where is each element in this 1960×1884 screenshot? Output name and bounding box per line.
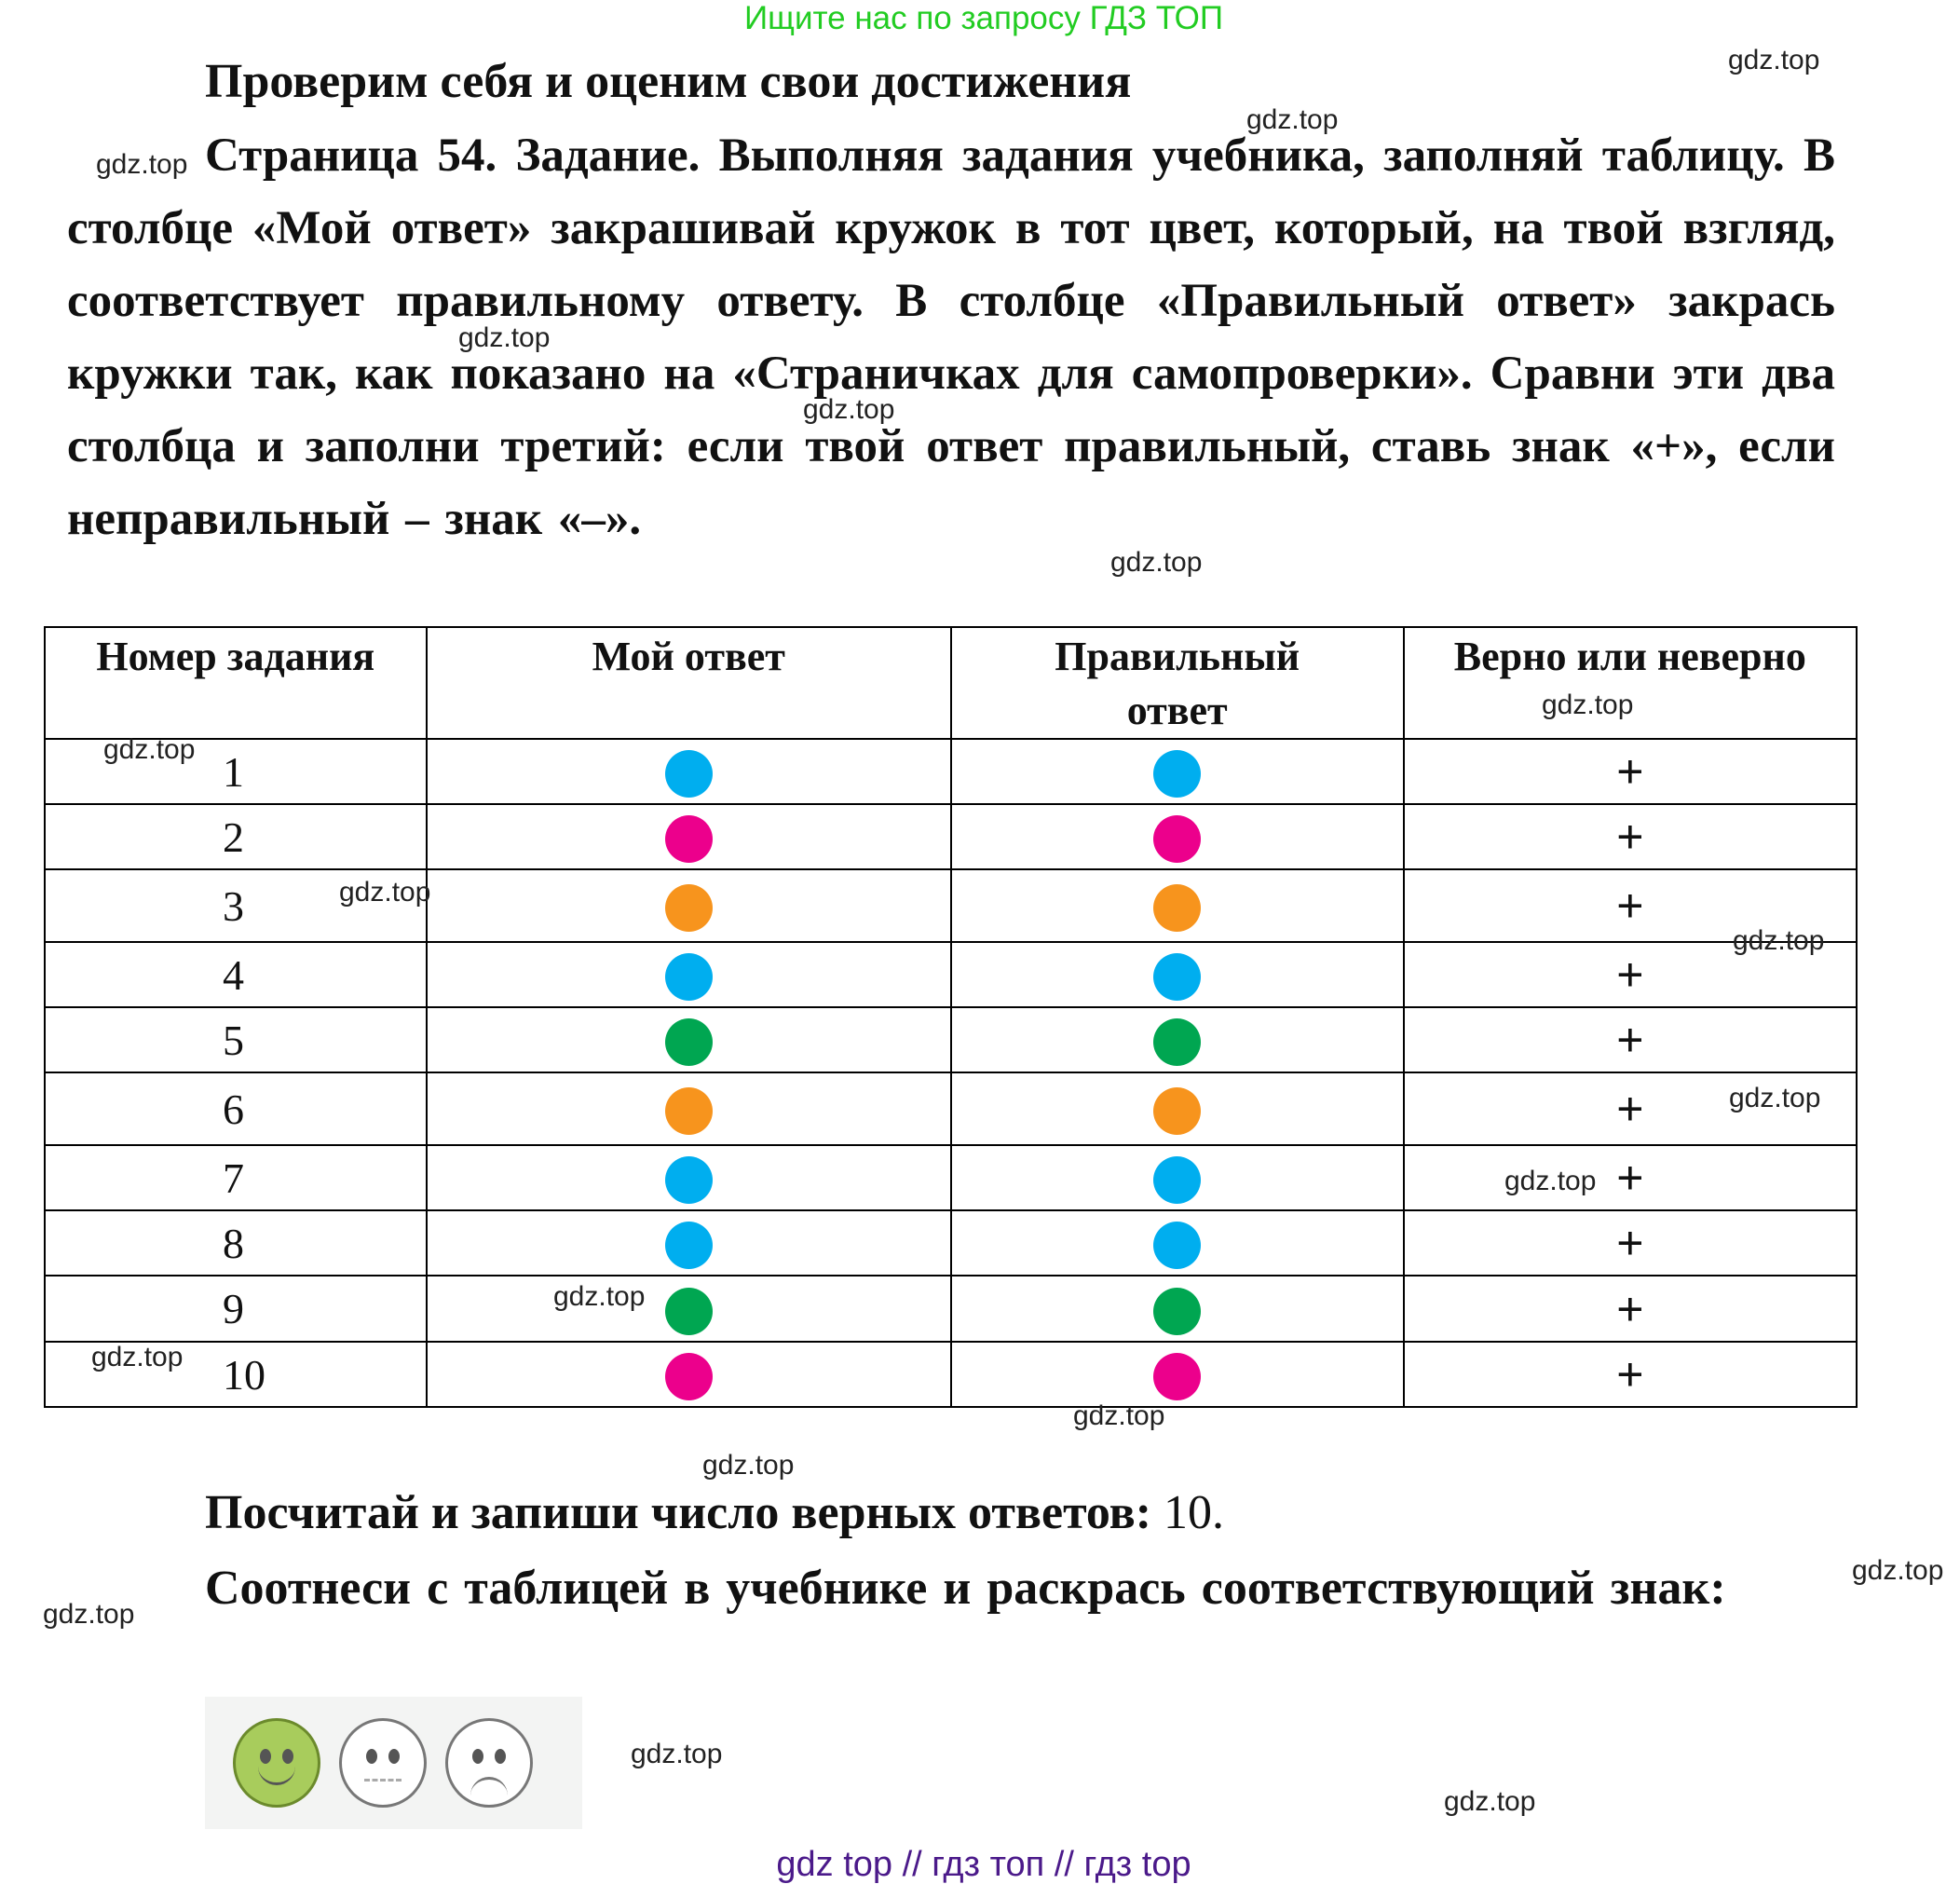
- correct-answer-circle[interactable]: [1153, 750, 1201, 798]
- correct-answer-circle[interactable]: [1153, 815, 1201, 863]
- table-row: [45, 942, 1857, 1007]
- correct-answer-circle[interactable]: [1153, 1222, 1201, 1269]
- correct-answer-circle[interactable]: [1153, 1018, 1201, 1066]
- correct-answer-cell: [951, 1210, 1404, 1276]
- my-answer-cell: [427, 869, 951, 942]
- my-answer-cell: [427, 1072, 951, 1145]
- watermark: gdz.top: [553, 1281, 646, 1312]
- task-number: 1: [45, 739, 427, 804]
- correct-answer-circle[interactable]: [1153, 953, 1201, 1001]
- correct-answer-cell: [951, 1007, 1404, 1072]
- task-number: 3: [45, 869, 427, 942]
- my-answer-cell: [427, 1007, 951, 1072]
- correct-count: [205, 1483, 1224, 1543]
- header-task-number: Номер задания: [45, 627, 427, 739]
- my-answer-cell: [427, 1210, 951, 1276]
- table-row: [45, 804, 1857, 869]
- self-assessment-faces: [205, 1697, 582, 1829]
- header-correct-answer: Правильный ответ: [951, 627, 1404, 739]
- task-number: 9: [45, 1276, 427, 1342]
- task-number: 2: [45, 804, 427, 869]
- my-answer-circle[interactable]: [665, 953, 713, 1001]
- watermark: gdz.top: [1733, 925, 1825, 956]
- sad-face-icon[interactable]: [445, 1718, 533, 1808]
- my-answer-circle[interactable]: [665, 884, 713, 932]
- happy-face-icon[interactable]: [233, 1718, 320, 1808]
- page-title: Проверим себя и оценим свои достижения: [205, 55, 1132, 108]
- result-mark: +: [1404, 1210, 1857, 1276]
- task-number: 8: [45, 1210, 427, 1276]
- correct-answer-circle[interactable]: [1153, 884, 1201, 932]
- watermark: gdz.top: [702, 1450, 795, 1481]
- answers-table: [44, 626, 1858, 1408]
- my-answer-cell: [427, 1342, 951, 1407]
- watermark: gdz.top: [1110, 547, 1203, 578]
- watermark: gdz.top: [43, 1599, 135, 1630]
- table-row: [45, 739, 1857, 804]
- result-mark: +: [1404, 1276, 1857, 1342]
- result-mark: +: [1404, 1145, 1857, 1210]
- correct-answer-cell: [951, 942, 1404, 1007]
- correct-answer-circle[interactable]: [1153, 1288, 1201, 1335]
- task-number: 5: [45, 1007, 427, 1072]
- my-answer-circle[interactable]: [665, 1018, 713, 1066]
- table-row: [45, 1007, 1857, 1072]
- watermark: gdz.top: [1504, 1166, 1597, 1196]
- correct-answer-circle[interactable]: [1153, 1087, 1201, 1135]
- watermark: gdz.top: [91, 1342, 184, 1372]
- header-right-wrong: Верно или неверно: [1404, 627, 1857, 739]
- table-row: [45, 1210, 1857, 1276]
- correct-answer-circle[interactable]: [1153, 1353, 1201, 1400]
- correct-answer-cell: [951, 739, 1404, 804]
- my-answer-circle[interactable]: [665, 750, 713, 798]
- correct-count-value: 10.: [1164, 1486, 1225, 1539]
- correct-answer-cell: [951, 869, 1404, 942]
- neutral-face-icon[interactable]: [339, 1718, 427, 1808]
- task-number: 10: [45, 1342, 427, 1407]
- search-banner: Ищите нас по запросу ГДЗ ТОП: [744, 0, 1223, 36]
- table-row: [45, 869, 1857, 942]
- my-answer-circle[interactable]: [665, 1156, 713, 1204]
- result-mark: +: [1404, 942, 1857, 1007]
- result-mark: +: [1404, 1072, 1857, 1145]
- correct-answer-circle[interactable]: [1153, 1156, 1201, 1204]
- table-row: [45, 1342, 1857, 1407]
- my-answer-cell: [427, 1276, 951, 1342]
- task-instructions: Страница 54. Задание. Выполняя задания учебника, заполняй таблицу. В столбце «Мой ответ» закрашивай кружок в тот цвет, который, на твой взгляд, соответствует правильному ответу. В столбце «Правильный ответ» закрась кружки так, как показано на «Страничках для самопроверки». Сравни эти два столбца и заполни третий: если твой ответ правильный, ставь знак «+», если неправильный – знак «–».: [67, 130, 1835, 545]
- watermark: gdz.top: [1729, 1083, 1821, 1113]
- footer-links[interactable]: gdz top // гдз топ // гдз top: [776, 1845, 1191, 1884]
- correct-answer-cell: [951, 1276, 1404, 1342]
- watermark: gdz.top: [1073, 1400, 1165, 1431]
- result-mark: +: [1404, 1342, 1857, 1407]
- watermark: gdz.top: [339, 877, 431, 908]
- watermark: gdz.top: [631, 1739, 723, 1769]
- result-mark: +: [1404, 739, 1857, 804]
- relate-instruction: Соотнеси с таблицей в учебнике и раскрась соответствующий знак:: [205, 1562, 1726, 1615]
- correct-count-label: Посчитай и запиши число верных ответов:: [205, 1486, 1152, 1539]
- correct-answer-cell: [951, 1342, 1404, 1407]
- result-mark: +: [1404, 869, 1857, 942]
- watermark: gdz.top: [1852, 1555, 1944, 1586]
- correct-answer-cell: [951, 804, 1404, 869]
- watermark: gdz.top: [103, 734, 196, 765]
- task-number: 7: [45, 1145, 427, 1210]
- result-mark: +: [1404, 804, 1857, 869]
- my-answer-cell: [427, 739, 951, 804]
- task-number: 6: [45, 1072, 427, 1145]
- correct-answer-cell: [951, 1072, 1404, 1145]
- watermark: gdz.top: [1728, 45, 1820, 75]
- my-answer-circle[interactable]: [665, 1222, 713, 1269]
- table-row: [45, 1276, 1857, 1342]
- my-answer-circle[interactable]: [665, 815, 713, 863]
- my-answer-circle[interactable]: [665, 1353, 713, 1400]
- watermark: gdz.top: [803, 394, 895, 425]
- watermark: gdz.top: [96, 149, 188, 180]
- my-answer-cell: [427, 942, 951, 1007]
- watermark: gdz.top: [1246, 104, 1339, 135]
- my-answer-cell: [427, 804, 951, 869]
- my-answer-cell: [427, 1145, 951, 1210]
- watermark: gdz.top: [1444, 1786, 1536, 1817]
- my-answer-circle[interactable]: [665, 1288, 713, 1335]
- my-answer-circle[interactable]: [665, 1087, 713, 1135]
- result-mark: +: [1404, 1007, 1857, 1072]
- table-row: [45, 1072, 1857, 1145]
- correct-answer-cell: [951, 1145, 1404, 1210]
- task-number: 4: [45, 942, 427, 1007]
- header-my-answer: Мой ответ: [427, 627, 951, 739]
- watermark: gdz.top: [458, 322, 551, 353]
- watermark: gdz.top: [1542, 689, 1634, 720]
